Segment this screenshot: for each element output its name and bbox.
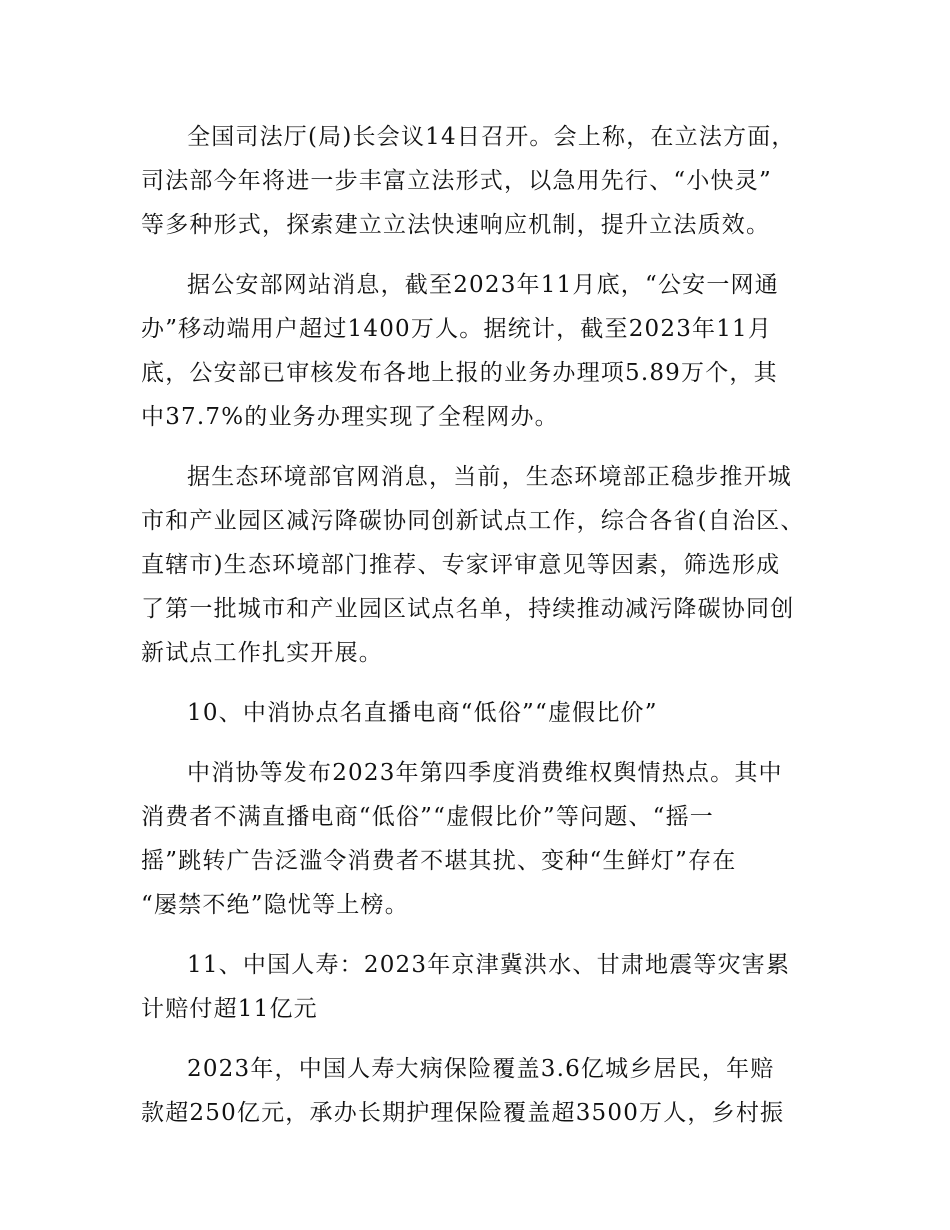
- document-body: [141, 115, 815, 1151]
- paragraph-consumer-association: 中消协等发布2023年第四季度消费维权舆情热点。其中 消费者不满直播电商“低俗”“虚假比价”等问题、“摇一 摇”跳转广告泛滥令消费者不堪其扰、变种“生鲜灯”存在 “屡禁不绝”隐忧等上榜。: [141, 760, 783, 918]
- paragraph-public-security: 据公安部网站消息，截至2023年11月底，“公安一网通 办”移动端用户超过1400万人。据统计，截至2023年11月 底，公安部已审核发布各地上报的业务办理项5.89万个，其 中37.7%的业务办理实现了全程网办。: [141, 272, 779, 430]
- paragraph-legislation: 全国司法厅(局)长会议14日召开。会上称，在立法方面， 司法部今年将进一步丰富立法形式，以急用先行、“小快灵” 等多种形式，探索建立立法快速响应机制，提升立法质效。: [141, 124, 796, 238]
- section-heading-10: 10、中消协点名直播电商“低俗”“虚假比价”: [187, 700, 658, 726]
- paragraph-china-life: 2023年，中国人寿大病保险覆盖3.6亿城乡居民，年赔 款超250亿元，承办长期护理保险覆盖超3500万人，乡村振: [141, 1056, 785, 1126]
- section-heading-11: 11、中国人寿：2023年京津冀洪水、甘肃地震等灾害累 计赔付超11亿元: [141, 952, 791, 1022]
- paragraph-ecology: 据生态环境部官网消息，当前，生态环境部正稳步推开城 市和产业园区减污降碳协同创新试点工作，综合各省(自治区、 直辖市)生态环境部门推荐、专家评审意见等因素，筛选形成 了第一批城市和产业园区试点名单，持续推动减污降碳协同创 新试点工作扎实开展。: [141, 464, 805, 666]
